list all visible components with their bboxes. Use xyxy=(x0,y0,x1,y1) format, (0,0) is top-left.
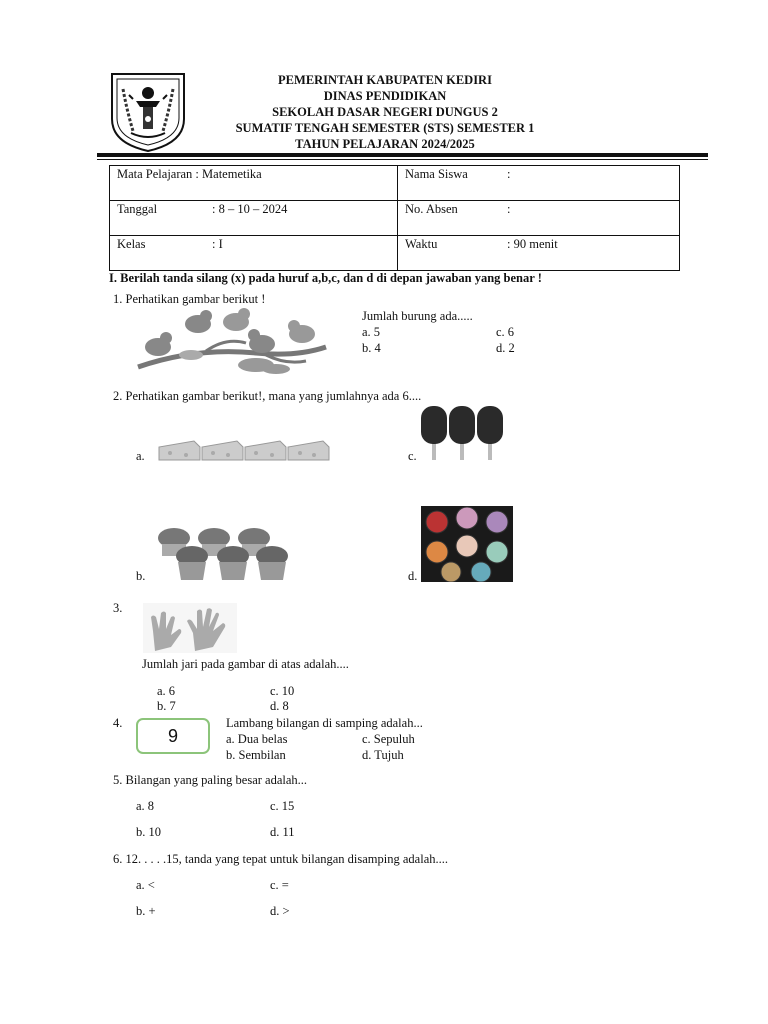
q4-option-b[interactable]: b. Sembilan xyxy=(226,748,286,762)
q6-option-c[interactable]: c. = xyxy=(270,878,289,892)
header-department: DINAS PENDIDIKAN xyxy=(323,89,447,103)
q1-option-d[interactable]: d. 2 xyxy=(496,341,515,355)
cheese-slices-icon xyxy=(158,438,330,462)
q4-question: Lambang bilangan di samping adalah... xyxy=(226,716,423,730)
q2-prompt: 2. Perhatikan gambar berikut!, mana yang jumlahnya ada 6.... xyxy=(113,389,422,403)
class-value: : I xyxy=(212,237,223,251)
q6-option-a[interactable]: a. < xyxy=(136,878,155,892)
time-label: Waktu xyxy=(405,237,438,251)
absen-field[interactable]: : xyxy=(507,202,511,216)
date-value: : 8 – 10 – 2024 xyxy=(212,202,288,216)
cupcakes-icon xyxy=(156,524,290,582)
q5-option-a[interactable]: a. 8 xyxy=(136,799,155,813)
q5-option-c[interactable]: c. 15 xyxy=(270,799,295,813)
q2-option-d[interactable]: d. xyxy=(408,569,418,583)
q2-option-c[interactable]: c. xyxy=(408,449,417,463)
q6-option-d[interactable]: d. > xyxy=(270,904,290,918)
header-school: SEKOLAH DASAR NEGERI DUNGUS 2 xyxy=(272,105,498,119)
hands-fingers-icon xyxy=(143,603,237,653)
student-info-table xyxy=(109,165,680,271)
q1-option-a[interactable]: a. 5 xyxy=(362,325,381,339)
q4-option-d[interactable]: d. Tujuh xyxy=(362,748,404,762)
date-label: Tanggal xyxy=(117,202,158,216)
section-instruction: I. Berilah tanda silang (x) pada huruf a,b,c, dan d di depan jawaban yang benar ! xyxy=(109,271,542,285)
q3-option-d[interactable]: d. 8 xyxy=(270,699,289,713)
kabupaten-kediri-emblem-icon xyxy=(109,71,187,153)
class-label: Kelas xyxy=(117,237,146,251)
q1-option-c[interactable]: c. 6 xyxy=(496,325,515,339)
ice-cream-pops-icon xyxy=(418,404,506,462)
subject-field: Mata Pelajaran : Matemetika xyxy=(117,167,262,181)
q1-question: Jumlah burung ada..... xyxy=(362,309,473,323)
name-field[interactable]: : xyxy=(507,167,511,181)
q6-option-b[interactable]: b. + xyxy=(136,904,156,918)
header-divider-thick xyxy=(97,153,708,157)
q6-question: 6. 12. . . . .15, tanda yang tepat untuk bilangan disamping adalah.... xyxy=(113,852,448,866)
absen-label: No. Absen xyxy=(405,202,458,216)
q4-number-box: 9 xyxy=(136,718,210,754)
birds-on-branch-icon xyxy=(136,307,328,379)
q5-option-d[interactable]: d. 11 xyxy=(270,825,295,839)
name-label: Nama Siswa xyxy=(405,167,468,181)
q2-option-a[interactable]: a. xyxy=(136,449,145,463)
q3-option-a[interactable]: a. 6 xyxy=(157,684,176,698)
header-divider-thin xyxy=(97,159,708,160)
q3-number: 3. xyxy=(113,601,123,615)
time-value: : 90 menit xyxy=(507,237,558,251)
q5-option-b[interactable]: b. 10 xyxy=(136,825,161,839)
q5-question: 5. Bilangan yang paling besar adalah... xyxy=(113,773,308,787)
header-exam-title: SUMATIF TENGAH SEMESTER (STS) SEMESTER 1 xyxy=(235,121,535,135)
header-government: PEMERINTAH KABUPATEN KEDIRI xyxy=(278,73,492,87)
q2-option-b[interactable]: b. xyxy=(136,569,146,583)
q3-option-b[interactable]: b. 7 xyxy=(157,699,176,713)
marbles-icon xyxy=(421,506,513,582)
q3-question: Jumlah jari pada gambar di atas adalah.... xyxy=(142,657,349,671)
q4-number: 4. xyxy=(113,716,123,730)
q4-option-a[interactable]: a. Dua belas xyxy=(226,732,288,746)
q1-prompt: 1. Perhatikan gambar berikut ! xyxy=(113,292,266,306)
header-academic-year: TAHUN PELAJARAN 2024/2025 xyxy=(295,137,475,151)
q3-option-c[interactable]: c. 10 xyxy=(270,684,295,698)
q4-option-c[interactable]: c. Sepuluh xyxy=(362,732,415,746)
q1-option-b[interactable]: b. 4 xyxy=(362,341,381,355)
